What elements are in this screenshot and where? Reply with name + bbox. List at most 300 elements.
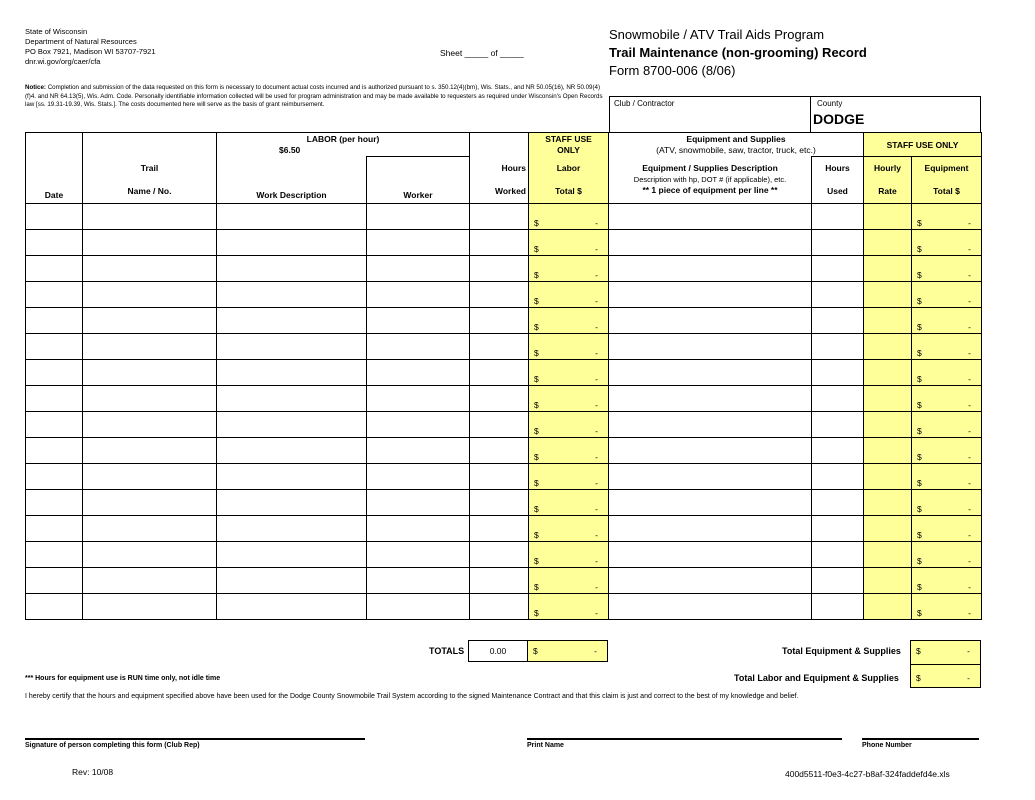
worker-cell[interactable] xyxy=(367,204,470,230)
date-cell[interactable] xyxy=(26,256,83,282)
amount-dash: - xyxy=(968,295,971,306)
equipment-total-cell xyxy=(912,334,982,360)
trail-cell[interactable] xyxy=(83,230,217,256)
dollar-sign: $ xyxy=(917,269,922,280)
money-value xyxy=(912,426,981,436)
form-title: Trail Maintenance (non-grooming) Record xyxy=(609,45,867,60)
staff-use-labor-header xyxy=(529,133,609,157)
staff-use-line2: ONLY xyxy=(557,144,580,155)
work-description-cell[interactable] xyxy=(217,594,367,620)
hours-worked-cell[interactable] xyxy=(470,230,529,256)
equip-total-dash: - xyxy=(967,646,970,656)
total-equipment-label: Total Equipment & Supplies xyxy=(782,646,901,656)
notice-text: Completion and submission of the data requested on this form is necessary to document actual costs incurred and is authorized pursuant to s. 350.12(4)(bm), Wis. Stats., and NR 50.05(16), NR 50.09(4)(f)4. and NR 64.13(5), Wis. Adm. Code. Personally identifiable information collected will be used for program administration and may be made available to requesters as required under Wisconsin's Open Records law [ss. 19.31-19.39, Wis. Stats.]. The costs documented here will serve as the basis of grant reimbursement. xyxy=(25,84,603,109)
money-value xyxy=(529,582,608,592)
maintenance-table xyxy=(25,132,982,620)
totals-label: TOTALS xyxy=(429,646,465,656)
dollar-sign: $ xyxy=(534,321,539,332)
dollar-sign: $ xyxy=(534,373,539,384)
labor-total-cell xyxy=(529,282,609,308)
money-value xyxy=(529,426,608,436)
work-description-cell[interactable] xyxy=(217,386,367,412)
staff-use-equipment-header: STAFF USE ONLY xyxy=(864,133,982,157)
trail-cell[interactable] xyxy=(83,438,217,464)
hourly-rate-cell[interactable] xyxy=(864,256,912,282)
print-name-line[interactable] xyxy=(527,738,842,740)
hourly-rate-cell[interactable] xyxy=(864,568,912,594)
certification-text: I hereby certify that the hours and equipment specified above have been used for the Dodge County Snowmobile Trail System according to the signed Maintenance Contract and that this claim is just and correct to the best of my knowledge and belief. xyxy=(25,693,799,700)
worker-cell[interactable] xyxy=(367,542,470,568)
trail-cell[interactable] xyxy=(83,204,217,230)
trail-cell[interactable] xyxy=(83,464,217,490)
equipment-total-cell xyxy=(912,204,982,230)
labor-total-cell xyxy=(529,308,609,334)
hours-worked-cell[interactable] xyxy=(470,256,529,282)
dollar-sign: $ xyxy=(917,321,922,332)
table-row xyxy=(26,490,982,516)
labor-total-cell xyxy=(529,334,609,360)
dollar-sign: $ xyxy=(534,399,539,410)
hours-used-cell[interactable] xyxy=(812,516,864,542)
table-row xyxy=(26,334,982,360)
labor-total-cell xyxy=(529,412,609,438)
date-cell[interactable] xyxy=(26,230,83,256)
work-description-cell[interactable] xyxy=(217,230,367,256)
money-value xyxy=(529,348,608,358)
amount-dash: - xyxy=(968,347,971,358)
dollar-sign: $ xyxy=(534,451,539,462)
equipment-total-cell xyxy=(912,282,982,308)
desc-note-label: Description with hp, DOT # (if applicable), etc. xyxy=(633,175,787,185)
equip-total-sign: $ xyxy=(916,646,921,656)
date-cell[interactable] xyxy=(26,542,83,568)
date-cell[interactable] xyxy=(26,360,83,386)
equipment-total-label: Total $ xyxy=(933,186,960,196)
money-value xyxy=(529,296,608,306)
equipment-description-cell[interactable] xyxy=(609,334,812,360)
amount-dash: - xyxy=(595,243,598,254)
hours-worked-cell[interactable] xyxy=(470,360,529,386)
hourly-rate-cell[interactable] xyxy=(864,386,912,412)
table-row xyxy=(26,568,982,594)
name-no-label: Name / No. xyxy=(127,185,172,196)
hours-used-cell[interactable] xyxy=(812,308,864,334)
worker-cell[interactable] xyxy=(367,594,470,620)
agency-department: Department of Natural Resources xyxy=(25,37,137,46)
dollar-sign: $ xyxy=(917,373,922,384)
worker-cell[interactable] xyxy=(367,334,470,360)
work-description-cell[interactable] xyxy=(217,542,367,568)
staff-use-line1: STAFF USE xyxy=(545,133,592,144)
equipment-description-cell[interactable] xyxy=(609,204,812,230)
dollar-sign: $ xyxy=(917,581,922,592)
date-cell[interactable] xyxy=(26,308,83,334)
used-label: Used xyxy=(827,186,848,196)
labor-total-cell xyxy=(529,542,609,568)
labor-total-dash: - xyxy=(594,646,597,656)
amount-dash: - xyxy=(595,477,598,488)
equipment-description-cell[interactable] xyxy=(609,256,812,282)
amount-dash: - xyxy=(968,555,971,566)
labor-header xyxy=(217,133,470,157)
trail-cell[interactable] xyxy=(83,490,217,516)
worker-cell[interactable] xyxy=(367,438,470,464)
amount-dash: - xyxy=(595,321,598,332)
equipment-description-cell[interactable] xyxy=(609,594,812,620)
date-cell[interactable] xyxy=(26,386,83,412)
money-value xyxy=(529,452,608,462)
hourly-rate-cell[interactable] xyxy=(864,412,912,438)
hours-used-cell[interactable] xyxy=(812,204,864,230)
equipment-description-cell[interactable] xyxy=(609,308,812,334)
worker-cell[interactable] xyxy=(367,308,470,334)
work-description-cell[interactable] xyxy=(217,464,367,490)
worker-cell[interactable] xyxy=(367,282,470,308)
hours-header-top xyxy=(470,133,529,157)
hourly-rate-cell[interactable] xyxy=(864,334,912,360)
hourly-rate-cell[interactable] xyxy=(864,360,912,386)
worker-header: Worker xyxy=(367,157,470,204)
amount-dash: - xyxy=(595,217,598,228)
date-cell[interactable] xyxy=(26,282,83,308)
amount-dash: - xyxy=(595,581,598,592)
equipment-header xyxy=(609,133,864,157)
amount-dash: - xyxy=(595,425,598,436)
trail-header-top xyxy=(83,133,217,157)
trail-header xyxy=(83,157,217,204)
equipment-total-cell xyxy=(912,256,982,282)
trail-cell[interactable] xyxy=(83,594,217,620)
dollar-sign: $ xyxy=(534,529,539,540)
equipment-description-cell[interactable] xyxy=(609,490,812,516)
date-cell[interactable] xyxy=(26,204,83,230)
agency-address: PO Box 7921, Madison WI 53707-7921 xyxy=(25,47,156,56)
trail-cell[interactable] xyxy=(83,568,217,594)
notice-label: Notice: xyxy=(25,84,46,91)
work-description-cell[interactable] xyxy=(217,516,367,542)
amount-dash: - xyxy=(968,321,971,332)
money-value xyxy=(912,244,981,254)
hours-used-cell[interactable] xyxy=(812,334,864,360)
trail-cell[interactable] xyxy=(83,386,217,412)
table-row xyxy=(26,282,982,308)
hourly-rate-cell[interactable] xyxy=(864,594,912,620)
signature-line[interactable] xyxy=(25,738,365,740)
revision: Rev: 10/08 xyxy=(72,767,114,777)
labor-total-sign: $ xyxy=(533,646,538,656)
money-value xyxy=(912,218,981,228)
amount-dash: - xyxy=(968,269,971,280)
agency-website: dnr.wi.gov/org/caer/cfa xyxy=(25,57,101,66)
dollar-sign: $ xyxy=(917,243,922,254)
work-description-cell[interactable] xyxy=(217,308,367,334)
equipment-total-cell xyxy=(912,386,982,412)
hourly-rate-cell[interactable] xyxy=(864,230,912,256)
amount-dash: - xyxy=(595,373,598,384)
hourly-rate-cell[interactable] xyxy=(864,308,912,334)
equipment-total-cell xyxy=(912,438,982,464)
dollar-sign: $ xyxy=(917,217,922,228)
hours-used-cell[interactable] xyxy=(812,282,864,308)
equipment-total-header xyxy=(912,157,982,204)
worked-label: Worked xyxy=(494,185,526,196)
hourly-rate-cell[interactable] xyxy=(864,204,912,230)
hours-used-cell[interactable] xyxy=(812,542,864,568)
trail-cell[interactable] xyxy=(83,256,217,282)
equipment-total-cell xyxy=(912,516,982,542)
table-row xyxy=(26,386,982,412)
club-county-box xyxy=(609,96,981,133)
table-row xyxy=(26,360,982,386)
hourly-label: Hourly xyxy=(874,163,901,173)
work-description-cell[interactable] xyxy=(217,204,367,230)
hours-worked-cell[interactable] xyxy=(470,516,529,542)
amount-dash: - xyxy=(968,529,971,540)
work-description-cell[interactable] xyxy=(217,256,367,282)
labor-header-label: LABOR (per hour) xyxy=(306,133,380,144)
trail-cell[interactable] xyxy=(83,308,217,334)
hours-used-cell[interactable] xyxy=(812,568,864,594)
dollar-sign: $ xyxy=(534,217,539,228)
work-description-cell[interactable] xyxy=(217,568,367,594)
work-description-cell[interactable] xyxy=(217,334,367,360)
worker-cell[interactable] xyxy=(367,386,470,412)
amount-dash: - xyxy=(968,503,971,514)
dollar-sign: $ xyxy=(917,555,922,566)
hourly-rate-cell[interactable] xyxy=(864,464,912,490)
hours-used-cell[interactable] xyxy=(812,256,864,282)
date-cell[interactable] xyxy=(26,438,83,464)
dollar-sign: $ xyxy=(534,243,539,254)
hourly-rate-cell[interactable] xyxy=(864,542,912,568)
equipment-description-cell[interactable] xyxy=(609,438,812,464)
agency-block xyxy=(25,27,156,67)
money-value xyxy=(912,452,981,462)
hours-used-cell[interactable] xyxy=(812,438,864,464)
trail-cell[interactable] xyxy=(83,334,217,360)
labor-total-cell xyxy=(529,386,609,412)
worker-cell[interactable] xyxy=(367,256,470,282)
labor-total-cell xyxy=(529,464,609,490)
trail-cell[interactable] xyxy=(83,516,217,542)
hourly-rate-cell[interactable] xyxy=(864,490,912,516)
equipment-description-cell[interactable] xyxy=(609,386,812,412)
money-value xyxy=(912,504,981,514)
agency-state: State of Wisconsin xyxy=(25,27,88,36)
amount-dash: - xyxy=(595,295,598,306)
table-row xyxy=(26,204,982,230)
equipment-description-cell[interactable] xyxy=(609,230,812,256)
sheet-number[interactable]: Sheet _____ of _____ xyxy=(440,48,524,58)
money-value xyxy=(529,400,608,410)
phone-line[interactable] xyxy=(862,738,979,740)
work-description-cell[interactable] xyxy=(217,412,367,438)
hours2-label: Hours xyxy=(825,163,850,173)
table-row xyxy=(26,256,982,282)
dollar-sign: $ xyxy=(917,425,922,436)
worker-cell[interactable] xyxy=(367,464,470,490)
money-value xyxy=(912,400,981,410)
worker-cell[interactable] xyxy=(367,360,470,386)
hours-worked-cell[interactable] xyxy=(470,542,529,568)
money-value xyxy=(529,218,608,228)
worker-cell[interactable] xyxy=(367,568,470,594)
work-description-cell[interactable] xyxy=(217,438,367,464)
equipment-total-cell xyxy=(912,594,982,620)
hours-total: 0.00 xyxy=(468,640,528,662)
money-value xyxy=(912,374,981,384)
trail-cell[interactable] xyxy=(83,542,217,568)
hours-used-cell[interactable] xyxy=(812,230,864,256)
hours-worked-cell[interactable] xyxy=(470,568,529,594)
program-title: Snowmobile / ATV Trail Aids Program xyxy=(609,27,825,42)
hours-label: Hours xyxy=(501,162,526,173)
amount-dash: - xyxy=(968,581,971,592)
money-value xyxy=(529,244,608,254)
hours-worked-cell[interactable] xyxy=(470,594,529,620)
labor-total-cell xyxy=(529,230,609,256)
hours-worked-cell[interactable] xyxy=(470,308,529,334)
date-cell[interactable] xyxy=(26,464,83,490)
table-row xyxy=(26,594,982,620)
dollar-sign: $ xyxy=(917,451,922,462)
date-cell[interactable] xyxy=(26,516,83,542)
equipment-total-cell xyxy=(912,542,982,568)
hourly-rate-cell[interactable] xyxy=(864,282,912,308)
all-total-sign: $ xyxy=(916,673,921,683)
county-label: County xyxy=(817,99,843,108)
amount-dash: - xyxy=(968,477,971,488)
dollar-sign: $ xyxy=(534,607,539,618)
dollar-sign: $ xyxy=(917,347,922,358)
amount-dash: - xyxy=(595,529,598,540)
equipment-total-cell xyxy=(912,490,982,516)
hours-worked-cell[interactable] xyxy=(470,204,529,230)
county-value[interactable]: DODGE xyxy=(813,111,865,127)
hourly-rate-cell[interactable] xyxy=(864,516,912,542)
file-name: 400d5511-f0e3-4c27-b8af-324faddefd4e.xls xyxy=(785,769,950,779)
money-value xyxy=(912,322,981,332)
hours-used-cell[interactable] xyxy=(812,360,864,386)
hours-used-cell[interactable] xyxy=(812,412,864,438)
equipment-description-cell[interactable] xyxy=(609,516,812,542)
worker-cell[interactable] xyxy=(367,412,470,438)
dollar-sign: $ xyxy=(534,555,539,566)
dollar-sign: $ xyxy=(534,347,539,358)
date-cell[interactable] xyxy=(26,594,83,620)
date-cell[interactable] xyxy=(26,334,83,360)
equipment-description-cell[interactable] xyxy=(609,568,812,594)
equipment-title: Equipment and Supplies xyxy=(686,133,786,144)
table-row xyxy=(26,516,982,542)
amount-dash: - xyxy=(968,425,971,436)
labor-total-cell xyxy=(529,256,609,282)
amount-dash: - xyxy=(968,373,971,384)
equip-desc-label: Equipment / Supplies Description xyxy=(642,163,778,174)
dollar-sign: $ xyxy=(534,295,539,306)
hours-worked-cell[interactable] xyxy=(470,412,529,438)
equipment-description-cell[interactable] xyxy=(609,360,812,386)
date-cell[interactable] xyxy=(26,412,83,438)
work-description-cell[interactable] xyxy=(217,282,367,308)
table-row xyxy=(26,412,982,438)
rate-label: Rate xyxy=(878,186,897,196)
labor-total-cell xyxy=(529,490,609,516)
labor-total-label: Total $ xyxy=(555,185,582,196)
dollar-sign: $ xyxy=(917,503,922,514)
signature-label: Signature of person completing this form (Club Rep) xyxy=(25,742,200,749)
equipment-total-cell xyxy=(912,412,982,438)
amount-dash: - xyxy=(595,607,598,618)
table-row xyxy=(26,438,982,464)
hours-used-cell[interactable] xyxy=(812,464,864,490)
labor-col-label: Labor xyxy=(556,162,581,173)
hours-used-cell[interactable] xyxy=(812,594,864,620)
trail-cell[interactable] xyxy=(83,360,217,386)
trail-cell[interactable] xyxy=(83,282,217,308)
money-value xyxy=(529,270,608,280)
trail-cell[interactable] xyxy=(83,412,217,438)
dollar-sign: $ xyxy=(917,399,922,410)
hours-used-cell[interactable] xyxy=(812,386,864,412)
date-cell[interactable] xyxy=(26,568,83,594)
money-value xyxy=(912,270,981,280)
worker-cell[interactable] xyxy=(367,490,470,516)
equipment-description-cell[interactable] xyxy=(609,542,812,568)
table-row xyxy=(26,464,982,490)
table-row xyxy=(26,542,982,568)
hours-worked-cell[interactable] xyxy=(470,334,529,360)
equipment-description-cell[interactable] xyxy=(609,464,812,490)
hourly-rate-header xyxy=(864,157,912,204)
amount-dash: - xyxy=(595,399,598,410)
amount-dash: - xyxy=(595,555,598,566)
hours-worked-cell[interactable] xyxy=(470,464,529,490)
all-total-dash: - xyxy=(967,673,970,683)
amount-dash: - xyxy=(595,503,598,514)
work-description-cell[interactable] xyxy=(217,360,367,386)
hours-used-cell[interactable] xyxy=(812,490,864,516)
labor-total-cell xyxy=(529,594,609,620)
labor-total-cell xyxy=(529,568,609,594)
equipment-description-cell[interactable] xyxy=(609,412,812,438)
date-cell[interactable] xyxy=(26,490,83,516)
club-county-divider xyxy=(810,97,811,132)
labor-rate: $6.50 xyxy=(279,144,301,155)
hours-worked-cell[interactable] xyxy=(470,282,529,308)
money-value xyxy=(529,530,608,540)
table-row xyxy=(26,308,982,334)
dollar-sign: $ xyxy=(917,529,922,540)
money-value xyxy=(529,504,608,514)
equipment-total-cell xyxy=(912,308,982,334)
total-equipment-value xyxy=(910,640,981,665)
equipment-description-cell[interactable] xyxy=(609,282,812,308)
work-description-cell[interactable] xyxy=(217,490,367,516)
hours-worked-cell[interactable] xyxy=(470,438,529,464)
amount-dash: - xyxy=(595,347,598,358)
hours-worked-cell[interactable] xyxy=(470,490,529,516)
worker-cell[interactable] xyxy=(367,230,470,256)
hourly-rate-cell[interactable] xyxy=(864,438,912,464)
one-piece-note: ** 1 piece of equipment per line ** xyxy=(642,185,778,196)
worker-cell[interactable] xyxy=(367,516,470,542)
money-value xyxy=(529,322,608,332)
hours-worked-cell[interactable] xyxy=(470,386,529,412)
dollar-sign: $ xyxy=(534,477,539,488)
equipment-total-cell xyxy=(912,464,982,490)
money-value xyxy=(912,478,981,488)
